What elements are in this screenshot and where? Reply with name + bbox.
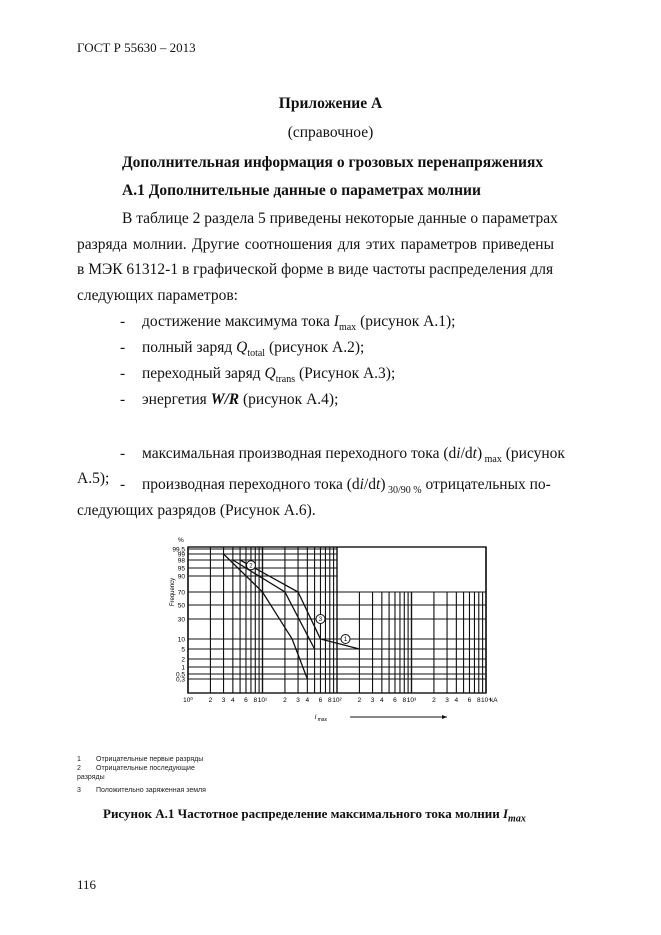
x-tick-label: 3 bbox=[370, 697, 375, 704]
x-axis-label-sub: max bbox=[317, 717, 328, 723]
y-tick-label: 10 bbox=[177, 636, 185, 644]
list-item-text: переходный заряд $Q_{trans}$ (Рисунок А.3); bbox=[142, 365, 396, 386]
x-unit-label: kA bbox=[490, 697, 498, 704]
page-number: 116 bbox=[77, 877, 97, 892]
x-tick-label: 4 bbox=[231, 697, 235, 704]
x-tick-label: 4 bbox=[380, 697, 384, 704]
paragraph-line: разряда молнии. Другие соотношения для этих параметров приведены bbox=[77, 236, 555, 253]
list-item: - максимальная производная переходного тока (di/dt) $_{max}$ (рисунок bbox=[120, 445, 565, 466]
list-item-continuation: следующих разрядов (Рисунок А.6). bbox=[77, 502, 316, 519]
x-tick-label: 4 bbox=[305, 697, 310, 704]
y-tick-label: 0,5 bbox=[175, 671, 185, 679]
list-item-text: энергетия W/R (рисунок А.4); bbox=[142, 391, 339, 408]
y-tick-label: 30 bbox=[177, 616, 185, 624]
x-tick-label: 10² bbox=[332, 697, 342, 704]
x-tick-label: 8 bbox=[253, 697, 258, 704]
y-tick-label: 99 bbox=[177, 551, 185, 559]
x-tick-label: 6 bbox=[393, 697, 397, 704]
list-item: - производная переходного тока (di/dt) $_{30/90 \%}$ отрицательных по- bbox=[120, 476, 551, 497]
y-tick-label: 90 bbox=[177, 573, 185, 581]
x-tick-label: 2 bbox=[208, 697, 213, 704]
x-tick-label: 2 bbox=[283, 697, 287, 704]
x-tick-label: 6 bbox=[318, 697, 323, 704]
chart-note: 3 Положительно заряженная земля bbox=[77, 787, 206, 794]
chart-note: 1 Отрицательные первые разряды bbox=[77, 756, 204, 763]
x-tick-label: 6 bbox=[467, 697, 472, 704]
y-tick-label: 50 bbox=[177, 602, 185, 610]
chart-note: разряды bbox=[77, 774, 105, 781]
series-marker-label: 1 bbox=[343, 637, 348, 644]
y-tick-label: 2 bbox=[181, 656, 185, 664]
y-tick-label: 99,5 bbox=[172, 546, 185, 554]
x-tick-label: 3 bbox=[296, 697, 300, 704]
list-item-continuation: А.5); bbox=[77, 470, 110, 487]
x-axis-label: I bbox=[314, 714, 317, 721]
x-tick-label: 10³ bbox=[406, 697, 417, 704]
parameter-list bbox=[120, 309, 600, 419]
series-marker-label: 3 bbox=[318, 617, 323, 624]
x-tick-label: 2 bbox=[432, 697, 436, 704]
paragraph-line: следующих параметров: bbox=[77, 287, 238, 304]
x-tick-label: 8 bbox=[327, 697, 332, 704]
list-dash: - bbox=[120, 365, 126, 382]
list-item-text: полный заряд $Q_{total}$ (рисунок А.2); bbox=[142, 339, 365, 360]
x-tick-label: 4 bbox=[454, 697, 459, 704]
frequency-distribution-chart bbox=[160, 535, 530, 725]
blank-region bbox=[338, 548, 485, 591]
y-tick-label: 1 bbox=[181, 664, 185, 672]
appendix-subtitle: (справочное) bbox=[287, 124, 374, 141]
figure-caption: Рисунок А.1 Частотное распределение максимального тока молнии $I_{max}$ bbox=[103, 806, 526, 825]
series-line-2 bbox=[224, 554, 308, 679]
y-tick-label: 95 bbox=[177, 565, 185, 573]
series-marker-label: 2 bbox=[249, 563, 253, 570]
list-item-text: достижение максимума тока $I_{max}$ (рисунок А.1); bbox=[142, 313, 456, 334]
x-tick-label: 8 bbox=[476, 697, 481, 704]
y-tick-label: 98 bbox=[177, 557, 185, 565]
y-axis-label: Frequency bbox=[170, 577, 176, 607]
appendix-title: Приложение А bbox=[278, 95, 383, 112]
y-tick-label: 0,3 bbox=[175, 676, 185, 684]
x-tick-label: 3 bbox=[445, 697, 449, 704]
list-dash: - bbox=[120, 313, 126, 330]
y-unit-label: % bbox=[178, 537, 184, 544]
x-tick-label: 10⁰ bbox=[183, 697, 193, 704]
chart-notes bbox=[77, 756, 377, 796]
paragraph-line: в МЭК 61312-1 в графической форме в виде частоты распределения для bbox=[77, 261, 554, 278]
x-axis-arrowhead bbox=[442, 715, 447, 719]
x-tick-label: 3 bbox=[221, 697, 226, 704]
x-tick-label: 10¹ bbox=[257, 697, 268, 704]
list-dash: - bbox=[120, 391, 126, 408]
paragraph-line: В таблице 2 раздела 5 приведены некоторые данные о параметрах bbox=[122, 210, 558, 227]
document-header: ГОСТ Р 55630 – 2013 bbox=[77, 40, 196, 55]
x-tick-label: 6 bbox=[244, 697, 248, 704]
x-tick-label: 2 bbox=[357, 697, 362, 704]
chart-note: 2 Отрицательные последующие bbox=[77, 765, 195, 772]
appendix-heading: Дополнительная информация о грозовых перенапряжениях bbox=[122, 154, 544, 171]
x-tick-label: 10⁴ bbox=[480, 697, 492, 704]
x-tick-label: 8 bbox=[402, 697, 407, 704]
y-tick-label: 5 bbox=[181, 646, 185, 654]
y-tick-label: 70 bbox=[177, 589, 185, 597]
list-dash: - bbox=[120, 339, 126, 356]
section-heading: А.1 Дополнительные данные о параметрах молнии bbox=[122, 182, 481, 199]
